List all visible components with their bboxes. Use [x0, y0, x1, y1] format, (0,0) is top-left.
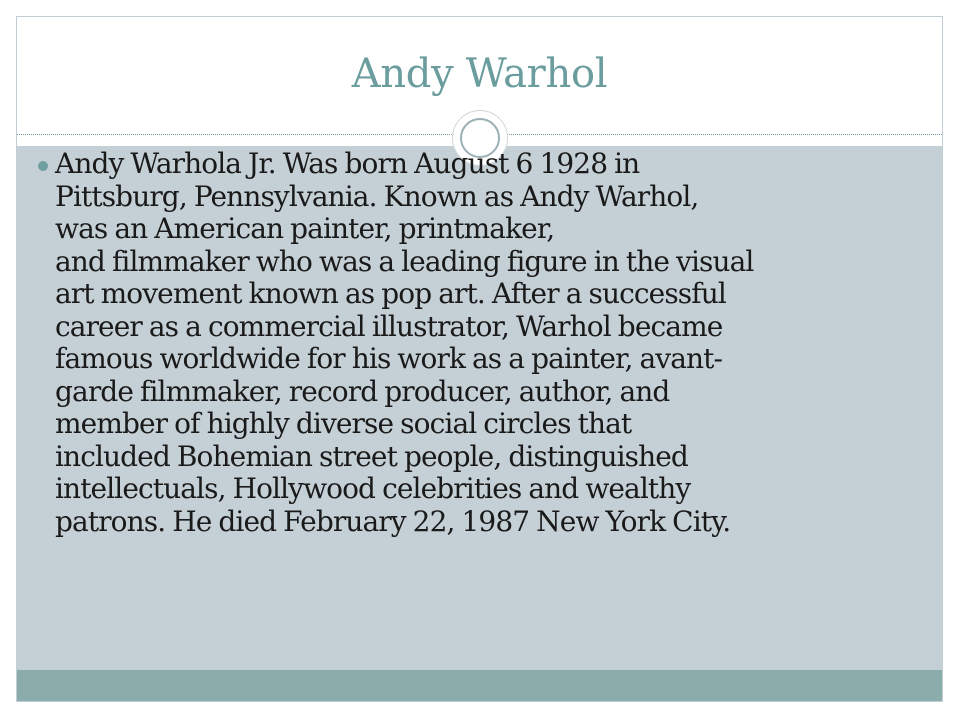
bullet-line: included Bohemian street people, distinguished [55, 439, 688, 473]
bullet-line: career as a commercial illustrator, Warhol became [55, 309, 723, 343]
footer-band [17, 670, 942, 701]
bullet-line: and filmmaker who was a leading figure in the visual [55, 244, 754, 278]
bullet-dot-icon [38, 161, 48, 171]
bullet-line: famous worldwide for his work as a painter, avant- [55, 342, 723, 375]
bullet-line: member of highly diverse social circles that [55, 407, 632, 440]
slide-title: Andy Warhol [351, 51, 608, 97]
bullet-line: patrons. He died February 22, 1987 New York City. [55, 504, 731, 538]
bullet-line: was an American painter, printmaker, [55, 212, 555, 245]
bullet-line: intellectuals, Hollywood celebrities and wealthy [55, 472, 691, 505]
bullet-item [38, 148, 923, 538]
bullet-list [38, 148, 923, 538]
bullet-line: Andy Warhola Jr. Was born August 6 1928 in [55, 147, 640, 180]
bullet-line: Pittsburg, Pennsylvania. Known as Andy Warhol, [55, 179, 699, 213]
bullet-line: garde filmmaker, record producer, author, and [55, 374, 670, 408]
bullet-text [55, 148, 923, 538]
bullet-line: art movement known as pop art. After a successful [55, 277, 726, 310]
